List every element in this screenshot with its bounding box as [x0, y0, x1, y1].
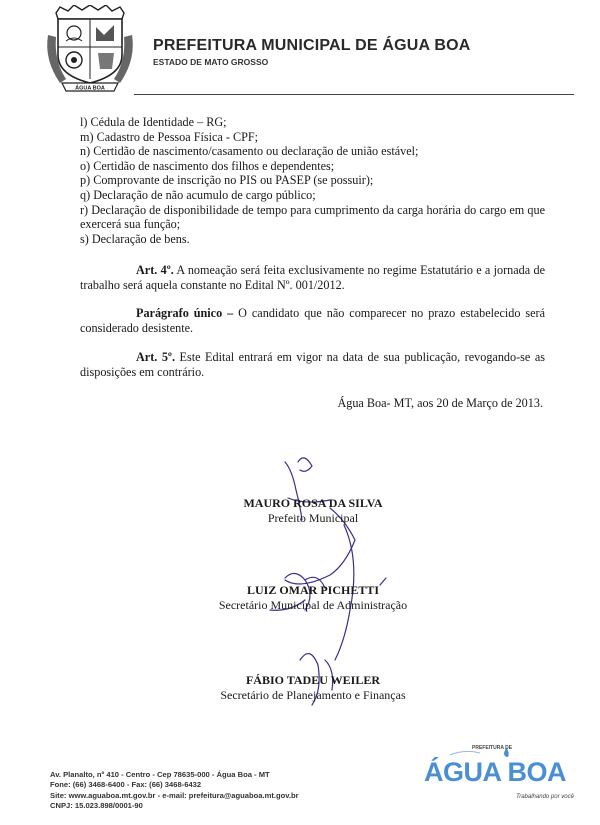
signatory-title: Secretário de Planejamento e Finanças: [220, 688, 406, 702]
footer-phones: Fone: (66) 3468-6400 - Fax: (66) 3468-6432: [50, 780, 202, 790]
date-line: Água Boa- MT, aos 20 de Março de 2013.: [337, 396, 543, 410]
article-4: [80, 263, 545, 293]
header-subtitle: ESTADO DE MATO GROSSO: [153, 57, 269, 67]
list-item: n) Certidão de nascimento/casamento ou declaração de união estável;: [80, 144, 419, 159]
paragrafo-unico-text: O candidato que não comparecer no prazo estabelecido será considerado desistente.: [80, 306, 545, 335]
list-item: l) Cédula de Identidade – RG;: [80, 115, 227, 129]
logo-tagline: Trabalhando por você: [516, 794, 574, 800]
crest-banner-text: ÁGUA BOA: [75, 85, 105, 92]
list-item: q) Declaração de não acumulo de cargo público;: [80, 187, 316, 202]
article-5: [80, 350, 545, 380]
paragrafo-unico: [80, 306, 545, 336]
logo-small-text: PREFEITURA DE: [472, 745, 513, 751]
article-5-label: Art. 5º.: [136, 350, 176, 364]
signature-block-prefeito: [163, 496, 463, 526]
municipal-coat-of-arms: [44, 5, 136, 95]
footer-contact: [50, 770, 299, 812]
agua-boa-logo: [420, 745, 585, 805]
signatory-name: LUIZ OMAR PICHETTI: [246, 583, 380, 597]
header-title: PREFEITURA MUNICIPAL DE ÁGUA BOA: [153, 37, 471, 54]
list-item: m) Cadastro de Pessoa Física - CPF;: [80, 129, 259, 144]
article-4-label: Art. 4º.: [136, 263, 174, 277]
list-item: r) Declaração de disponibilidade de tempo para cumprimento da carga horária do cargo em que exercerá sua função;: [80, 202, 545, 232]
footer-cnpj: CNPJ: 15.023.898/0001-90: [50, 801, 143, 811]
article-4-text: A nomeação será feita exclusivamente no regime Estatutário e a jornada de trabalho será aquela constante no Edital Nº. 001/2012.: [80, 263, 545, 292]
signature-block-administracao: [163, 583, 463, 613]
list-item: o) Certidão de nascimento dos filhos e dependentes;: [80, 158, 335, 173]
signatory-title: Secretário Municipal de Administração: [218, 598, 408, 612]
paragrafo-unico-label: Parágrafo único –: [136, 306, 234, 320]
signatory-name: MAURO ROSA DA SILVA: [243, 496, 383, 510]
signatory-title: Prefeito Municipal: [267, 511, 359, 525]
logo-main-text: ÁGUA BOA: [424, 757, 566, 787]
document-requirements-list: [80, 115, 545, 246]
list-item: p) Comprovante de inscrição no PIS ou PASEP (se possuir);: [80, 173, 374, 188]
list-item: s) Declaração de bens.: [80, 231, 190, 246]
signature-block-planejamento: [163, 673, 463, 703]
header-divider: [134, 94, 574, 95]
article-5-text: Este Edital entrará em vigor na data de sua publicação, revogando-se as disposições em contrário.: [80, 350, 546, 379]
signatory-name: FÁBIO TADEU WEILER: [245, 673, 381, 687]
footer-site-email: Site: www.aguaboa.mt.gov.br - e-mail: prefeitura@aguaboa.mt.gov.br: [50, 790, 299, 800]
footer-address: Av. Planalto, nº 410 - Centro - Cep 78635-000 - Água Boa - MT: [50, 770, 270, 779]
